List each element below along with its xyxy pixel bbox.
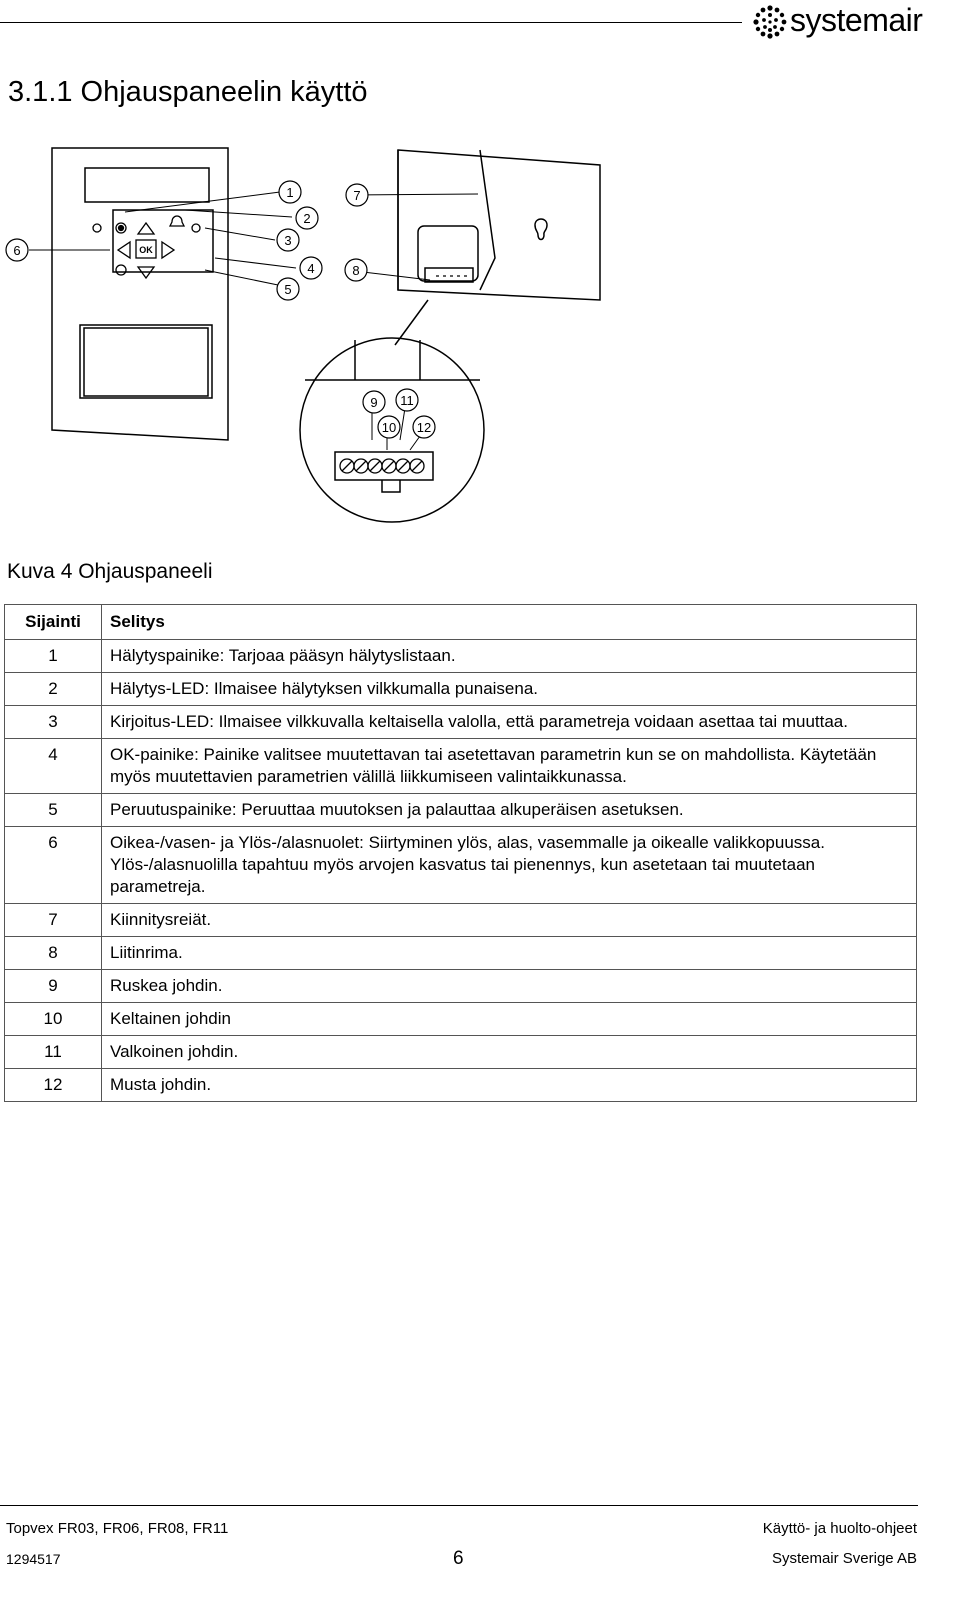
table-row (5, 827, 917, 904)
callout-10 (378, 416, 400, 438)
svg-text:1: 1 (286, 185, 294, 200)
callout-2 (296, 207, 318, 229)
row-position: 8 (5, 937, 102, 970)
svg-text:3: 3 (284, 233, 292, 248)
callout-9 (363, 391, 385, 413)
table-row (5, 739, 917, 794)
callout-6 (6, 239, 28, 261)
row-position: 4 (5, 739, 102, 794)
svg-text:12: 12 (416, 420, 432, 435)
callout-5 (277, 278, 299, 300)
row-description: Liitinrima. (102, 937, 917, 970)
callout-3 (277, 229, 299, 251)
row-position: 7 (5, 904, 102, 937)
systemair-logo-icon (750, 2, 790, 42)
svg-text:4: 4 (307, 261, 315, 276)
row-position: 3 (5, 706, 102, 739)
row-position: 6 (5, 827, 102, 904)
table-row (5, 1069, 917, 1102)
svg-text:10: 10 (381, 420, 397, 435)
row-description: Hälytyspainike: Tarjoaa pääsyn hälytyslistaan. (102, 640, 917, 673)
header-description: Selitys (102, 605, 917, 640)
table-row (5, 673, 917, 706)
row-description: Kiinnitysreiät. (102, 904, 917, 937)
callout-11 (396, 389, 418, 411)
row-description: OK-painike: Painike valitsee muutettavan tai asetettavan parametrin kun se on mahdollista. Käytetään myös muutettavien parametrien välillä liikkumiseen valintaikkunassa. (102, 739, 917, 794)
description-table (4, 604, 917, 1102)
callout-12 (413, 416, 435, 438)
row-position: 1 (5, 640, 102, 673)
row-description: Ruskea johdin. (102, 970, 917, 1003)
section-title: 3.1.1 Ohjauspaneelin käyttö (8, 76, 368, 108)
footer-product: Topvex FR03, FR06, FR08, FR11 (6, 1520, 229, 1537)
table-row (5, 937, 917, 970)
row-position: 2 (5, 673, 102, 706)
table-row (5, 794, 917, 827)
row-description: Musta johdin. (102, 1069, 917, 1102)
control-panel-figure (0, 140, 620, 540)
table-row (5, 1036, 917, 1069)
figure-caption: Kuva 4 Ohjauspaneeli (7, 560, 213, 583)
table-row (5, 970, 917, 1003)
svg-text:9: 9 (370, 395, 378, 410)
table-row (5, 706, 917, 739)
svg-text:2: 2 (303, 211, 311, 226)
page-number: 6 (453, 1548, 464, 1569)
table-row (5, 904, 917, 937)
row-position: 11 (5, 1036, 102, 1069)
header-position: Sijainti (5, 605, 102, 640)
row-position: 10 (5, 1003, 102, 1036)
row-position: 9 (5, 970, 102, 1003)
table-header-row (5, 605, 917, 640)
svg-text:7: 7 (353, 188, 361, 203)
svg-text:8: 8 (352, 263, 360, 278)
callout-7 (346, 184, 368, 206)
row-description: Keltainen johdin (102, 1003, 917, 1036)
callout-1 (279, 181, 301, 203)
footer-rule (0, 1505, 918, 1506)
row-description: Oikea-/vasen- ja Ylös-/alasnuolet: Siirtyminen ylös, alas, vasemmalle ja oikealle valikkopuussa. Ylös-/alasnuolilla tapahtuu myös arvojen kasvatus tai pienennys, kun asetetaan tai muutetaan parametreja. (102, 827, 917, 904)
callouts (6, 181, 435, 438)
row-position: 5 (5, 794, 102, 827)
svg-text:6: 6 (13, 243, 21, 258)
table-row (5, 640, 917, 673)
table-row (5, 1003, 917, 1036)
row-description: Hälytys-LED: Ilmaisee hälytyksen vilkkumalla punaisena. (102, 673, 917, 706)
header-rule (0, 22, 742, 23)
row-description: Kirjoitus-LED: Ilmaisee vilkkuvalla keltaisella valolla, että parametreja voidaan asettaa tai muuttaa. (102, 706, 917, 739)
row-description: Valkoinen johdin. (102, 1036, 917, 1069)
callout-8 (345, 259, 367, 281)
footer-company: Systemair Sverige AB (771, 1550, 917, 1567)
brand-name: systemair (790, 2, 923, 38)
row-position: 12 (5, 1069, 102, 1102)
footer-doc-type: Käyttö- ja huolto-ohjeet (762, 1520, 917, 1537)
svg-text:11: 11 (400, 393, 414, 408)
footer-doc-number: 1294517 (6, 1551, 61, 1567)
svg-text:5: 5 (284, 282, 292, 297)
callout-4 (300, 257, 322, 279)
ok-button-label: OK (139, 245, 153, 255)
row-description: Peruutuspainike: Peruuttaa muutoksen ja palauttaa alkuperäisen asetuksen. (102, 794, 917, 827)
